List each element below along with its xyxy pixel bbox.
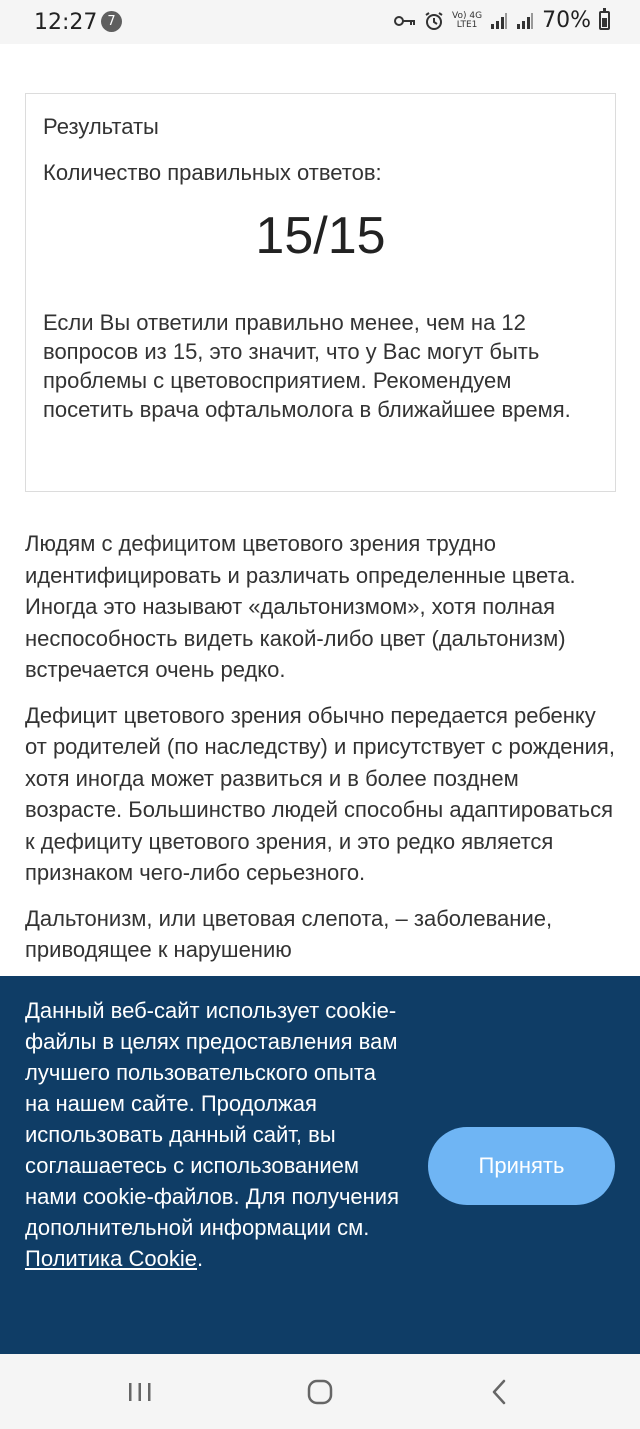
- home-icon[interactable]: [298, 1374, 342, 1410]
- cookie-banner: [0, 976, 640, 1354]
- status-icons: [394, 8, 610, 33]
- correct-answers-label: Количество правильных ответов:: [43, 160, 382, 185]
- recent-apps-icon[interactable]: [118, 1374, 162, 1410]
- status-bar: [0, 0, 640, 44]
- signal-icon: [490, 12, 508, 30]
- alarm-icon: [424, 11, 444, 31]
- cookie-message: [25, 995, 400, 1274]
- results-title: Результаты: [43, 114, 159, 139]
- article-body: [25, 528, 617, 980]
- cookie-trailing: .: [197, 1246, 204, 1271]
- cookie-text: Данный веб-сайт использует cookie-файлы в целях предоставления вам лучшего пользовательского опыта на нашем сайте. Продолжая использовать данный сайт, вы соглашаетесь с использованием нами cookie-файлов. Для получения дополнительной информации см.: [25, 998, 399, 1240]
- signal-icon-2: [516, 12, 534, 30]
- results-card: [25, 93, 616, 492]
- article-paragraph: Дальтонизм, или цветовая слепота, – заболевание, приводящее к нарушению: [25, 905, 553, 962]
- article-paragraph: Людям с дефицитом цветового зрения трудно идентифицировать и различать определенные цвета. Иногда это называют «дальтонизмом», хотя полная неспособность видеть какой-либо цвет (дальтонизм) встречается очень редко.: [25, 531, 576, 682]
- score-value: 15/15: [255, 207, 386, 265]
- cookie-policy-link[interactable]: Политика Cookie: [25, 1246, 197, 1271]
- key-icon: [394, 14, 416, 28]
- battery-icon: [599, 11, 610, 30]
- network-indicator: Vo) 4G LTE1: [452, 10, 483, 30]
- results-note: Если Вы ответили правильно менее, чем на 12 вопросов из 15, это значит, что у Вас могут быть проблемы с цветовосприятием. Рекомендуем посетить врача офтальмолога в ближайшее время.: [43, 310, 571, 422]
- accept-button[interactable]: Принять: [428, 1127, 615, 1205]
- status-time: 12:27: [34, 10, 98, 35]
- battery-percent: 70%: [542, 8, 591, 33]
- article-paragraph: Дефицит цветового зрения обычно передается ребенку от родителей (по наследству) и присутствует с рождения, хотя иногда может развиться и в более позднем возрасте. Большинство людей способны адаптироваться к дефициту цветового зрения, и это редко является признаком чего-либо серьезного.: [25, 702, 615, 885]
- back-icon[interactable]: [477, 1374, 521, 1410]
- notification-badge: 7: [101, 11, 122, 32]
- navigation-bar: [0, 1354, 640, 1429]
